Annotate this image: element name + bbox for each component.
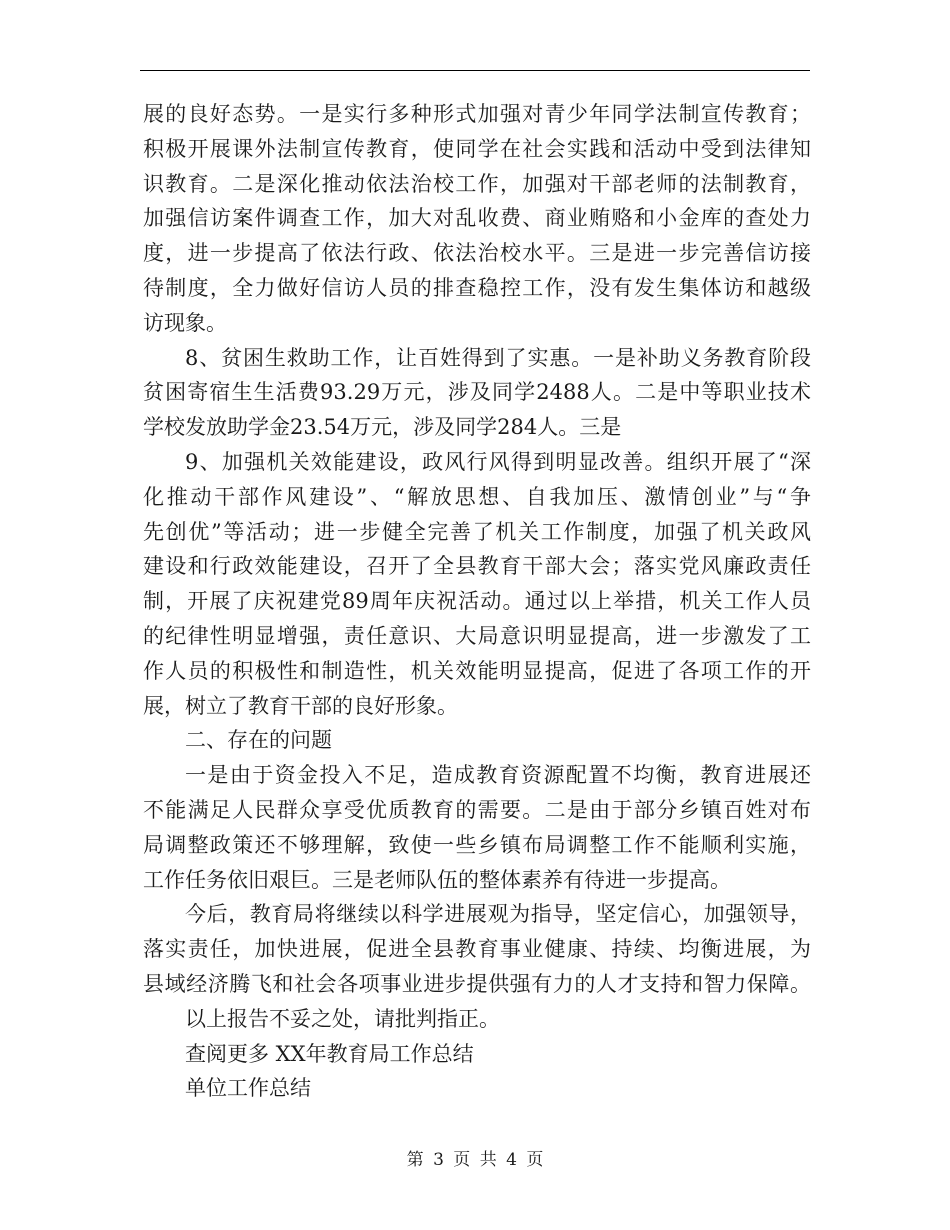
text-line: 先创优”等活动；进一步健全完善了机关工作制度，加强了机关政风 bbox=[143, 519, 811, 544]
text-line: 县域经济腾飞和社会各项事业进步提供强有力的人才支持和智力保障。 bbox=[143, 971, 811, 996]
text-line: 落实责任，加快进展，促进全县教育事业健康、持续、均衡进展，为 bbox=[143, 937, 811, 962]
document-body bbox=[143, 97, 811, 1106]
text-line: 不能满足人民群众享受优质教育的需要。二是由于部分乡镇百姓对布 bbox=[143, 797, 811, 822]
text-line: 访现象。 bbox=[143, 310, 227, 335]
text-line: 8、贫困生救助工作，让百姓得到了实惠。一是补助义务教育阶段 bbox=[185, 345, 811, 370]
related-link-line: 单位工作总结 bbox=[185, 1076, 311, 1101]
text-line: 待制度，全力做好信访人员的排查稳控工作，没有发生集体访和越级 bbox=[143, 275, 811, 300]
text-line: 工作任务依旧艰巨。三是老师队伍的整体素养有待进一步提高。 bbox=[143, 867, 731, 892]
text-line: 学校发放助学金23.54万元，涉及同学284人。三是 bbox=[143, 415, 622, 440]
header-rule bbox=[140, 70, 810, 71]
text-line: 加强信访案件调查工作，加大对乱收费、商业贿赂和小金库的查处力 bbox=[143, 206, 811, 231]
text-line: 一是由于资金投入不足，造成教育资源配置不均衡，教育进展还 bbox=[185, 763, 811, 788]
text-line: 制，开展了庆祝建党89周年庆祝活动。通过以上举措，机关工作人员 bbox=[143, 589, 811, 614]
text-line: 贫困寄宿生生活费93.29万元，涉及同学2488人。二是中等职业技术 bbox=[143, 380, 811, 405]
text-line: 今后，教育局将继续以科学进展观为指导，坚定信心，加强领导， bbox=[185, 902, 811, 927]
related-link-line: 查阅更多 XX年教育局工作总结 bbox=[185, 1041, 474, 1066]
text-line: 度，进一步提高了依法行政、依法治校水平。三是进一步完善信访接 bbox=[143, 241, 811, 266]
text-line: 的纪律性明显增强，责任意识、大局意识明显提高，进一步激发了工 bbox=[143, 623, 811, 648]
section-heading: 二、存在的问题 bbox=[185, 728, 332, 753]
text-line: 展的良好态势。一是实行多种形式加强对青少年同学法制宣传教育； bbox=[143, 102, 811, 126]
text-line: 建设和行政效能建设，召开了全县教育干部大会；落实党风廉政责任 bbox=[143, 554, 811, 579]
text-line: 局调整政策还不够理解，致使一些乡镇布局调整工作不能顺利实施， bbox=[143, 832, 811, 857]
text-line: 识教育。二是深化推动依法治校工作，加强对干部老师的法制教育， bbox=[143, 171, 811, 196]
text-line: 积极开展课外法制宣传教育，使同学在社会实践和活动中受到法律知 bbox=[143, 136, 811, 161]
text-line: 9、加强机关效能建设，政风行风得到明显改善。组织开展了“深 bbox=[185, 449, 811, 474]
page-number: 第 3 页 共 4 页 bbox=[406, 1150, 544, 1170]
text-line: 化推动干部作风建设”、“解放思想、自我加压、激情创业”与“争 bbox=[143, 484, 811, 509]
text-line: 以上报告不妥之处，请批判指正。 bbox=[185, 1006, 500, 1031]
text-line: 展，树立了教育干部的良好形象。 bbox=[143, 693, 458, 718]
text-line: 作人员的积极性和制造性，机关效能明显提高，促进了各项工作的开 bbox=[143, 658, 811, 683]
